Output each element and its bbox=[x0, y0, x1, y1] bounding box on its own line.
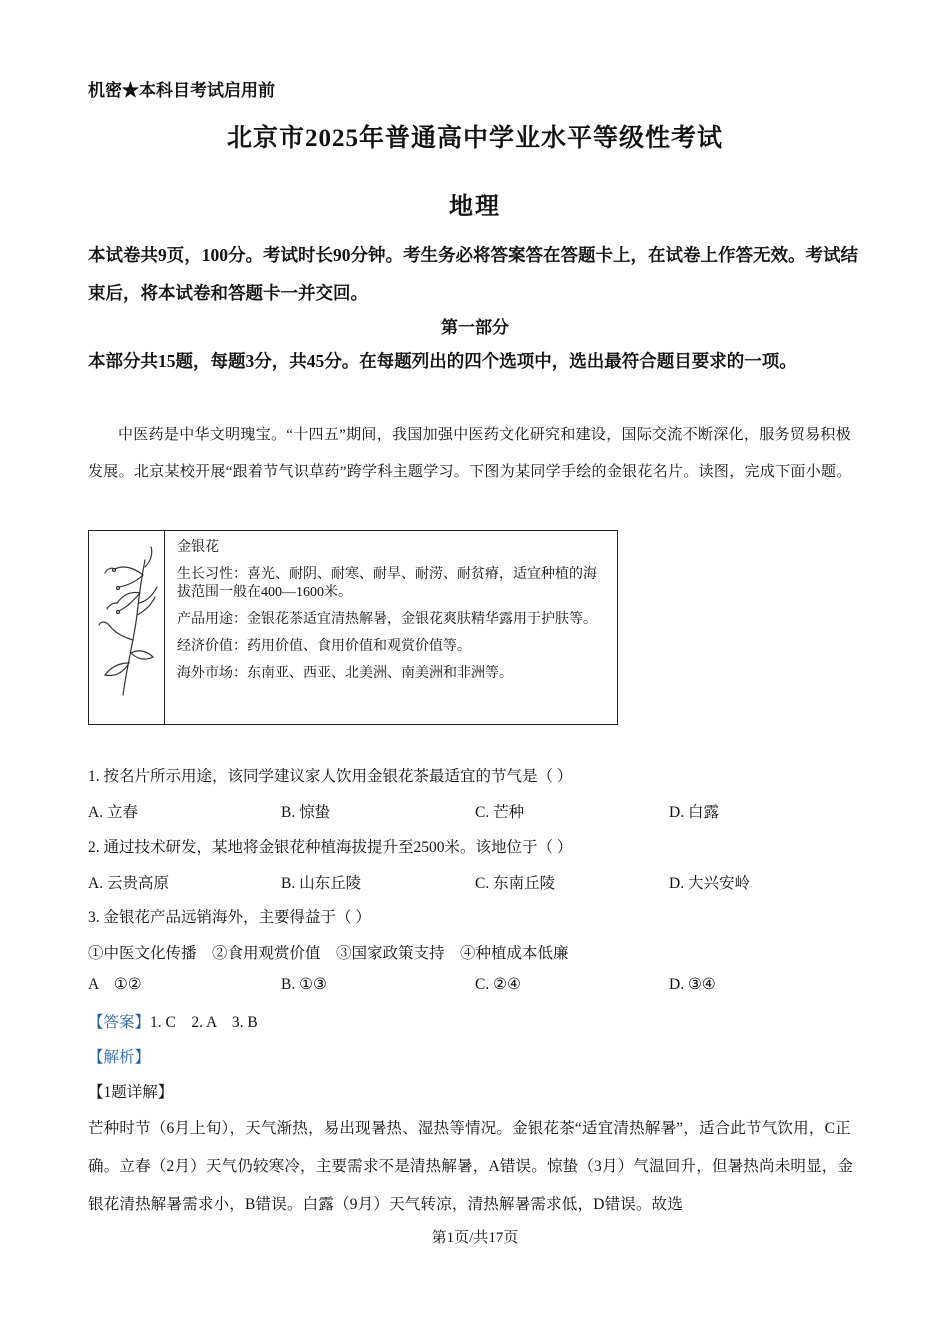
analysis-text: 芒种时节（6月上旬），天气渐热，易出现暑热、湿热等情况。金银花茶“适宜清热解暑”，适合此节气饮用，C正确。立春（2月）天气仍较寒冷，主要需求不是清热解暑，A错误。惊蛰（3月）气温回升，但暑热尚未明显，金银花清热解暑需求小，B错误。白露（9月）天气转凉，清热解暑需求低，D错误。故选 bbox=[88, 1120, 854, 1213]
answer-label: 【答案】 bbox=[88, 1014, 151, 1031]
question-1-option-b: B. 惊蛰 bbox=[281, 804, 331, 821]
exam-instructions: 本试卷共9页，100分。考试时长90分钟。考生务必将答案答在答题卡上，在试卷上作答无效。考试结束后，将本试卷和答题卡一并交回。 bbox=[88, 245, 858, 303]
question-3-option-b: B. ①③ bbox=[281, 976, 327, 993]
subject-title: 地理 bbox=[449, 194, 501, 220]
question-2-option-c: C. 东南丘陵 bbox=[475, 875, 556, 892]
card-image-cell bbox=[89, 531, 165, 724]
question-1-stem: 1. 按名片所示用途，该同学建议家人饮用金银花茶最适宜的节气是（ ） bbox=[88, 768, 573, 785]
analysis-label: 【解析】 bbox=[88, 1049, 151, 1066]
detail-label: 【1题详解】 bbox=[88, 1084, 174, 1101]
honeysuckle-drawing-icon bbox=[93, 545, 161, 705]
question-2-option-d: D. 大兴安岭 bbox=[669, 875, 750, 892]
card-name: 金银花 bbox=[177, 540, 219, 555]
card-value: 经济价值：药用价值、食用价值和观赏价值等。 bbox=[177, 639, 471, 654]
card-use: 产品用途：金银花茶适宜清热解暑，金银花爽肤精华露用于护肤等。 bbox=[177, 612, 597, 627]
card-text bbox=[177, 539, 605, 692]
answer-text: 1. C 2. A 3. B bbox=[150, 1014, 258, 1031]
question-3-items: ①中医文化传播 ②食用观赏价值 ③国家政策支持 ④种植成本低廉 bbox=[88, 945, 569, 962]
honeysuckle-card bbox=[88, 530, 618, 725]
confidential-label: 机密★本科目考试启用前 bbox=[88, 81, 275, 100]
question-1-option-d: D. 白露 bbox=[669, 804, 719, 821]
question-3-stem: 3. 金银花产品远销海外，主要得益于（ ） bbox=[88, 909, 371, 926]
exam-title: 北京市2025年普通高中学业水平等级性考试 bbox=[226, 125, 723, 152]
part-description: 本部分共15题，每题3分，共45分。在每题列出的四个选项中，选出最符合题目要求的一项。 bbox=[88, 351, 797, 371]
question-2-option-b: B. 山东丘陵 bbox=[281, 875, 362, 892]
card-market: 海外市场：东南亚、西亚、北美洲、南美洲和非洲等。 bbox=[177, 666, 513, 681]
question-1-option-a: A. 立春 bbox=[88, 804, 138, 821]
question-2-stem: 2. 通过技术研发，某地将金银花种植海拔提升至2500米。该地位于（ ） bbox=[88, 839, 573, 856]
question-2-option-a: A. 云贵高原 bbox=[88, 875, 169, 892]
card-habit: 生长习性：喜光、耐阴、耐寒、耐旱、耐涝、耐贫瘠，适宜种植的海拔范围一般在400—1600米。 bbox=[177, 567, 597, 600]
question-3-option-d: D. ③④ bbox=[669, 976, 716, 993]
question-1-option-c: C. 芒种 bbox=[475, 804, 525, 821]
answer-line bbox=[88, 1010, 258, 1032]
page-footer: 第1页/共17页 bbox=[431, 1230, 519, 1246]
question-3-option-c: C. ②④ bbox=[475, 976, 521, 993]
reading-passage: 中医药是中华文明瑰宝。“十四五”期间，我国加强中医药文化研究和建设，国际交流不断深化，服务贸易积极发展。北京某校开展“跟着节气识草药”跨学科主题学习。下图为某同学手绘的金银花名片。读图，完成下面小题。 bbox=[88, 427, 852, 480]
part-title: 第一部分 bbox=[441, 318, 509, 337]
question-3-option-a: A ①② bbox=[88, 976, 142, 993]
